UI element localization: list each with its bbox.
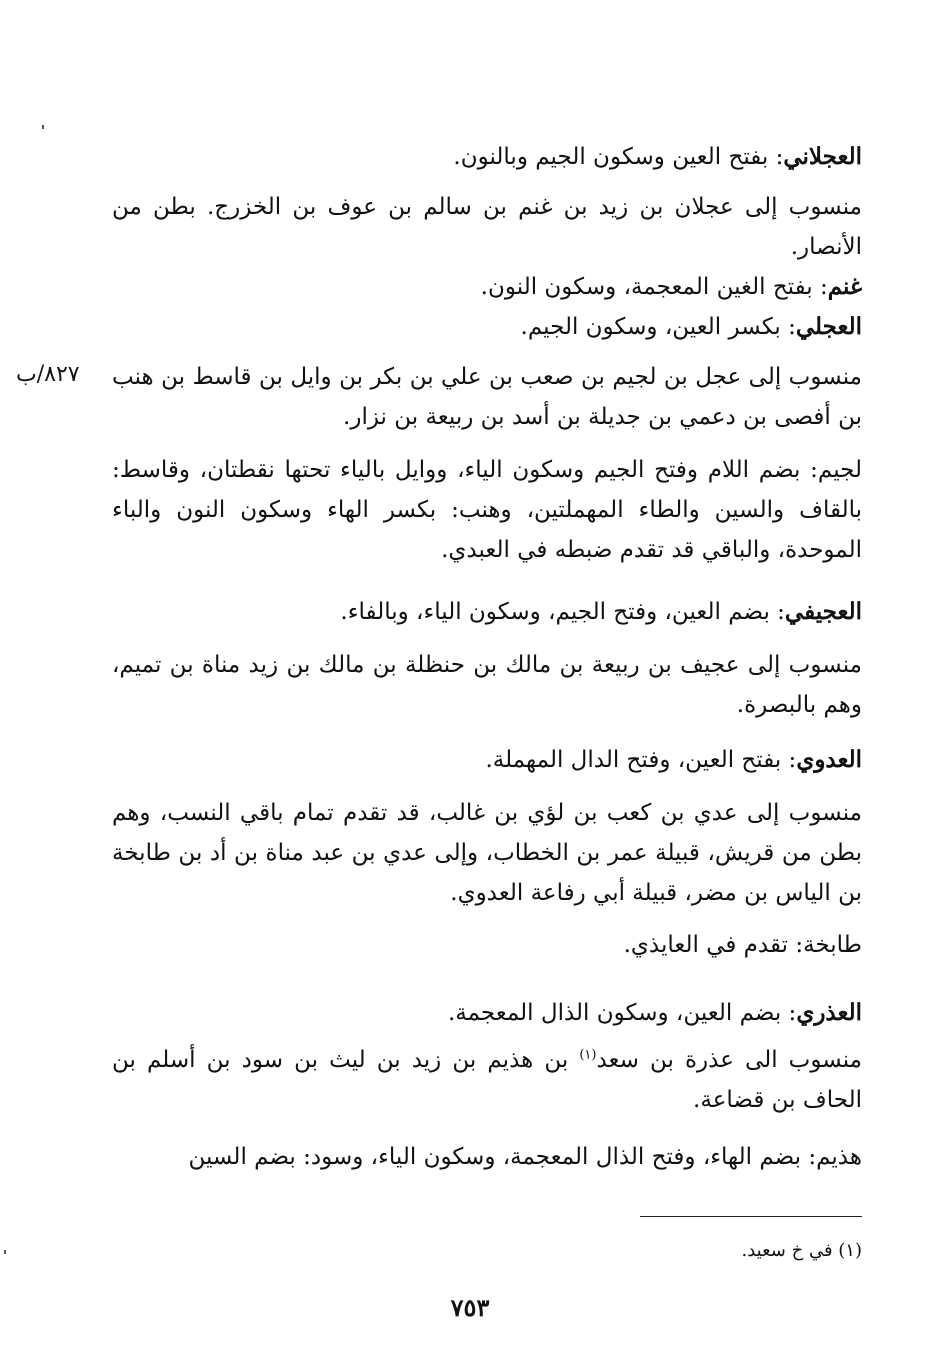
- entry-term: العدوي: [796, 746, 862, 773]
- entry-term: العجلي: [795, 313, 862, 340]
- entry-term: العذري: [796, 999, 862, 1026]
- entry-heading: [112, 592, 862, 632]
- footnote-reference: (١): [579, 1047, 597, 1063]
- manuscript-folio-note: ٨٢٧/ب: [16, 362, 80, 387]
- entry-definition: : بفتح العين وسكون الجيم وبالنون.: [453, 144, 784, 170]
- paragraph-text: منسوب إلى عجيف بن ربيعة بن مالك بن حنظلة بن مالك بن زيد مناة بن تميم، وهم بالبصرة.: [112, 652, 862, 718]
- entry-heading: [112, 740, 862, 780]
- entry-paragraph: [112, 1040, 862, 1120]
- paragraph-text: هذيم: بضم الهاء، وفتح الذال المعجمة، وسكون الياء، وسود: بضم السين: [188, 1144, 862, 1170]
- scan-speck: [42, 125, 44, 129]
- entry-definition: : بفتح العين، وفتح الدال المهملة.: [485, 747, 797, 773]
- entry-term: العجلاني: [783, 143, 862, 170]
- footnote-divider: [640, 1216, 862, 1217]
- paragraph-text: بن هذيم بن زيد بن ليث بن سود بن أسلم بن الحاف بن قضاعة.: [112, 1047, 862, 1113]
- paragraph-text: منسوب إلى عدي بن كعب بن لؤي بن غالب، قد تقدم تمام باقي النسب، وهم بطن من قريش، قبيلة عمر بن الخطاب، وإلى عدي بن عبد مناة بن أد بن طابخة بن الياس بن مضر، قبيلة أبي رفاعة العدوي.: [112, 800, 862, 906]
- entry-paragraph: [112, 925, 862, 965]
- entry-paragraph: [112, 645, 862, 725]
- paragraph-text: منسوب إلى عجل بن لجيم بن صعب بن علي بن بكر بن وايل بن قاسط بن هنب بن أفصى بن دعمي بن جديلة بن أسد بن ربيعة بن نزار.: [112, 364, 862, 430]
- entry-paragraph: [112, 450, 862, 570]
- entry-paragraph: [112, 357, 862, 437]
- paragraph-text: منسوب الى عذرة بن سعد: [596, 1047, 862, 1073]
- paragraph-text: منسوب إلى عجلان بن زيد بن غنم بن سالم بن عوف بن الخزرج. بطن من الأنصار.: [112, 194, 862, 260]
- entry-heading: [112, 307, 862, 347]
- entry-heading: [112, 137, 862, 177]
- entry-heading: [112, 993, 862, 1033]
- entry-term: غنم: [827, 273, 862, 300]
- entry-definition: : بكسر العين، وسكون الجيم.: [520, 314, 796, 340]
- entry-paragraph: [112, 1137, 862, 1177]
- entry-paragraph: [112, 187, 862, 267]
- scan-speck: [4, 1250, 6, 1254]
- entry-definition: : بضم العين، وسكون الذال المعجمة.: [447, 1000, 797, 1026]
- page-number: ٧٥٣: [450, 1293, 490, 1322]
- footnote: (١) في خ سعيد.: [741, 1240, 862, 1261]
- entry-definition: : بفتح الغين المعجمة، وسكون النون.: [480, 274, 828, 300]
- paragraph-text: لجيم: بضم اللام وفتح الجيم وسكون الياء، ووايل بالياء تحتها نقطتان، وقاسط: بالقاف والسين والطاء المهملتين، وهنب: بكسر الهاء وسكون النون والباء الموحدة، والباقي قد تقدم ضبطه في العبدي.: [112, 457, 862, 563]
- paragraph-text: طابخة: تقدم في العايذي.: [623, 932, 862, 958]
- entry-term: العجيفي: [784, 598, 862, 625]
- entry-heading: [112, 267, 862, 307]
- entry-paragraph: [112, 793, 862, 913]
- entry-definition: : بضم العين، وفتح الجيم، وسكون الياء، وبالفاء.: [340, 599, 785, 625]
